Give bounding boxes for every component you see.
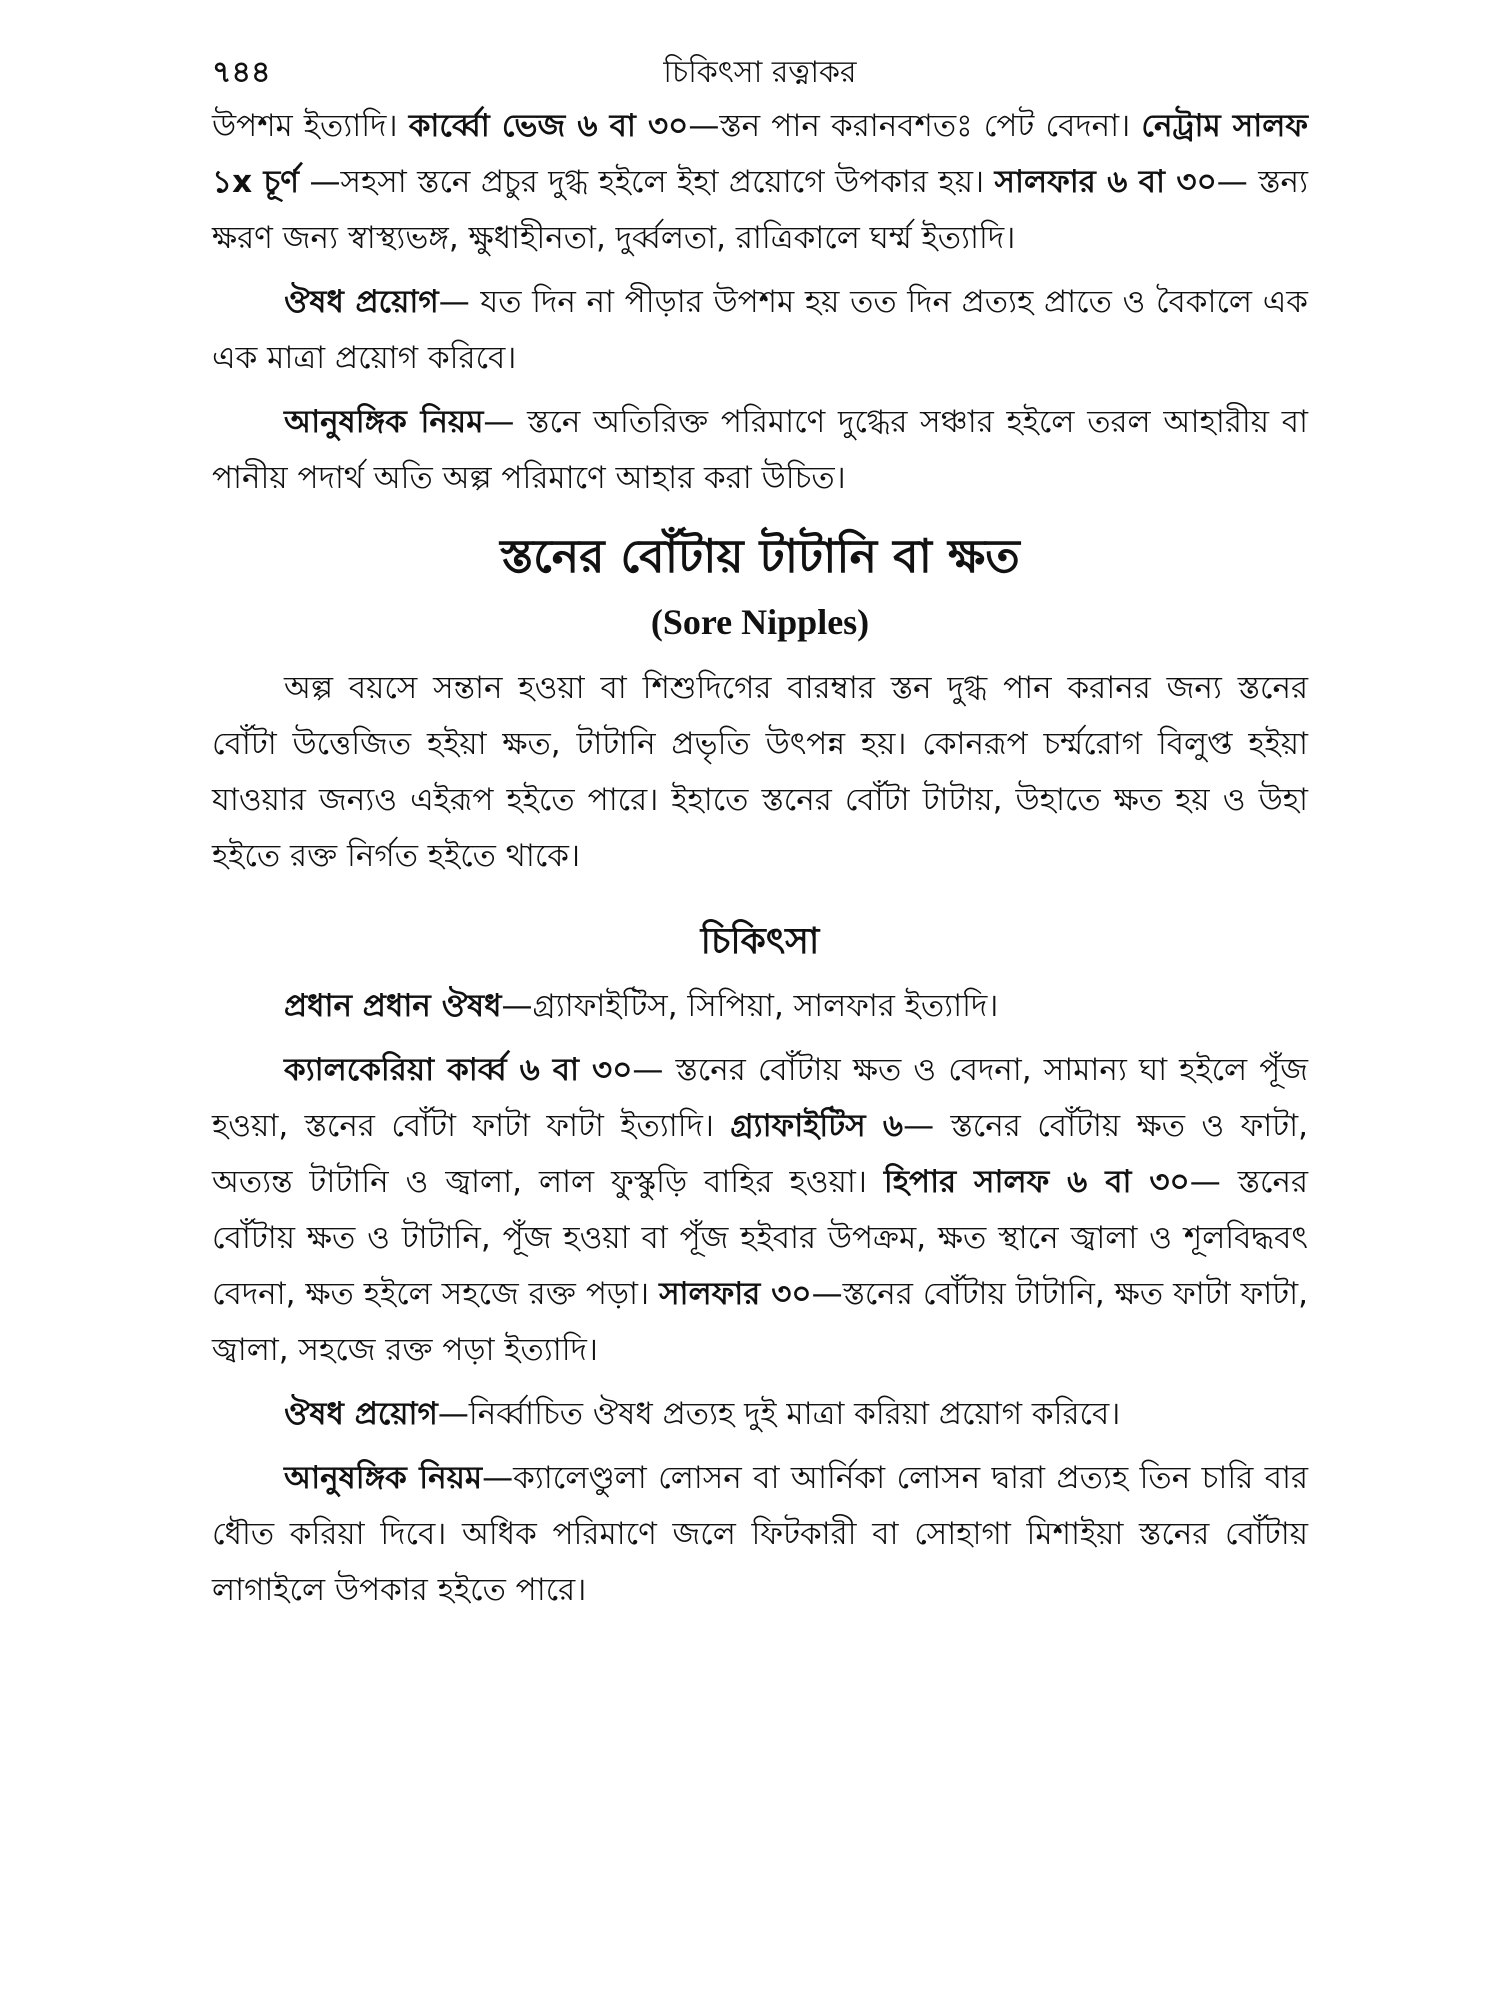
- text-run: —স্তন পান করানবশতঃ পেট বেদনা।: [688, 108, 1142, 144]
- paragraph-label: প্রধান প্রধান ঔষধ: [284, 988, 502, 1024]
- remedy-name: কার্ব্বো ভেজ ৬ বা ৩০: [408, 108, 689, 144]
- section-title: স্তনের বোঁটায় টাটানি বা ক্ষত: [500, 529, 1020, 583]
- section-auxiliary-paragraph: [212, 1450, 1308, 1618]
- text-run: — স্তনে অতিরিক্ত পরিমাণে দুগ্ধের সঞ্চার হইলে তরল আহারীয় বা পানীয় পদার্থ অতি অল্প পরিমাণে আহার করা উচিত।: [212, 404, 1308, 496]
- text-run: — স্তনের বোঁটায় ক্ষত ও টাটানি, পূঁজ হওয়া বা পূঁজ হইবার উপক্রম, ক্ষত স্থানে জ্বালা ও শূলবিদ্ধবৎ বেদনা, ক্ষত হইলে সহজে রক্ত পড়া।: [212, 1164, 1308, 1312]
- paragraph-label: ঔষধ প্রয়োগ: [284, 1396, 438, 1432]
- continued-remedies-paragraph: [212, 98, 1308, 266]
- paragraph-label: ঔষধ প্রয়োগ: [284, 284, 439, 320]
- section-application-paragraph: [212, 1386, 1308, 1442]
- text-run: — স্তনের বোঁটায় ক্ষত ও বেদনা, সামান্য ঘা হইলে পূঁজ হওয়া, স্তনের বোঁটা ফাটা ফাটা ইত্যাদি।: [212, 1052, 1308, 1144]
- text-run: — যত দিন না পীড়ার উপশম হয় তত দিন প্রত্যহ প্রাতে ও বৈকালে এক এক মাত্রা প্রয়োগ করিবে।: [212, 284, 1308, 376]
- running-title: চিকিৎসা রত্নাকর: [663, 55, 857, 90]
- treatment-heading: চিকিৎসা: [700, 921, 820, 962]
- remedy-name: সালফার ৩০: [659, 1276, 812, 1312]
- main-remedies-paragraph: [212, 978, 1308, 1034]
- section-english-title: (Sore Nipples): [650, 602, 870, 642]
- text-run: — স্তন্য ক্ষরণ জন্য স্বাস্থ্যভঙ্গ, ক্ষুধাহীনতা, দুর্ব্বলতা, রাত্রিকালে ঘর্ম্ম ইত্যাদি।: [212, 164, 1308, 256]
- paragraph-label: আনুষঙ্গিক নিয়ম: [284, 1460, 483, 1496]
- text-run: —সহসা স্তনে প্রচুর দুগ্ধ হইলে ইহা প্রয়োগে উপকার হয়।: [299, 164, 995, 200]
- text-run: —নির্ব্বাচিত ঔষধ প্রত্যহ দুই মাত্রা করিয়া প্রয়োগ করিবে।: [437, 1396, 1121, 1432]
- text-run: —গ্র্যাফাইটিস, সিপিয়া, সালফার ইত্যাদি।: [501, 988, 999, 1024]
- text-run: উপশম ইত্যাদি।: [212, 108, 409, 144]
- text-run: —স্তনের বোঁটায় টাটানি, ক্ষত ফাটা ফাটা, জ্বালা, সহজে রক্ত পড়া ইত্যাদি।: [212, 1276, 1308, 1368]
- intro-paragraph: অল্প বয়সে সন্তান হওয়া বা শিশুদিগের বারম্বার স্তন দুগ্ধ পান করানর জন্য স্তনের বোঁটা উত্তেজিত হইয়া ক্ষত, টাটানি প্রভৃতি উৎপন্ন হয়। কোনরূপ চর্ম্মরোগ বিলুপ্ত হইয়া যাওয়ার জন্যও এইরূপ হইতে পারে। ইহাতে স্তনের বোঁটা টাটায়, উহাতে ক্ষত হয় ও উহা হইতে রক্ত নির্গত হইতে থাকে।: [212, 670, 1308, 874]
- text-run: —ক্যালেণ্ডুলা লোসন বা আর্নিকা লোসন দ্বারা প্রত্যহ তিন চারি বার ধৌত করিয়া দিবে। অধিক পরিমাণে জলে ফিটকারী বা সোহাগা মিশাইয়া স্তনের বোঁটায় লাগাইলে উপকার হইতে পারে।: [212, 1460, 1308, 1608]
- remedy-name: ক্যালকেরিয়া কার্ব্ব ৬ বা ৩০: [284, 1052, 633, 1088]
- text-run: — স্তনের বোঁটায় ক্ষত ও ফাটা, অত্যন্ত টাটানি ও জ্বালা, লাল ফুস্কুড়ি বাহির হওয়া।: [212, 1108, 1308, 1200]
- application-paragraph: [212, 274, 1308, 386]
- remedies-paragraph: [212, 1042, 1308, 1378]
- remedy-name: গ্র্যাফাইটিস ৬: [730, 1108, 904, 1144]
- page-number: ৭৪৪: [212, 55, 271, 90]
- remedy-name: নেট্রাম সালফ ১x চূর্ণ: [212, 108, 1309, 200]
- remedy-name: হিপার সালফ ৬ বা ৩০: [883, 1164, 1190, 1200]
- remedy-name: সালফার ৬ বা ৩০: [994, 164, 1217, 200]
- running-header: [212, 42, 1308, 98]
- paragraph-label: আনুষঙ্গিক নিয়ম: [284, 404, 484, 440]
- auxiliary-rules-paragraph: [212, 394, 1308, 506]
